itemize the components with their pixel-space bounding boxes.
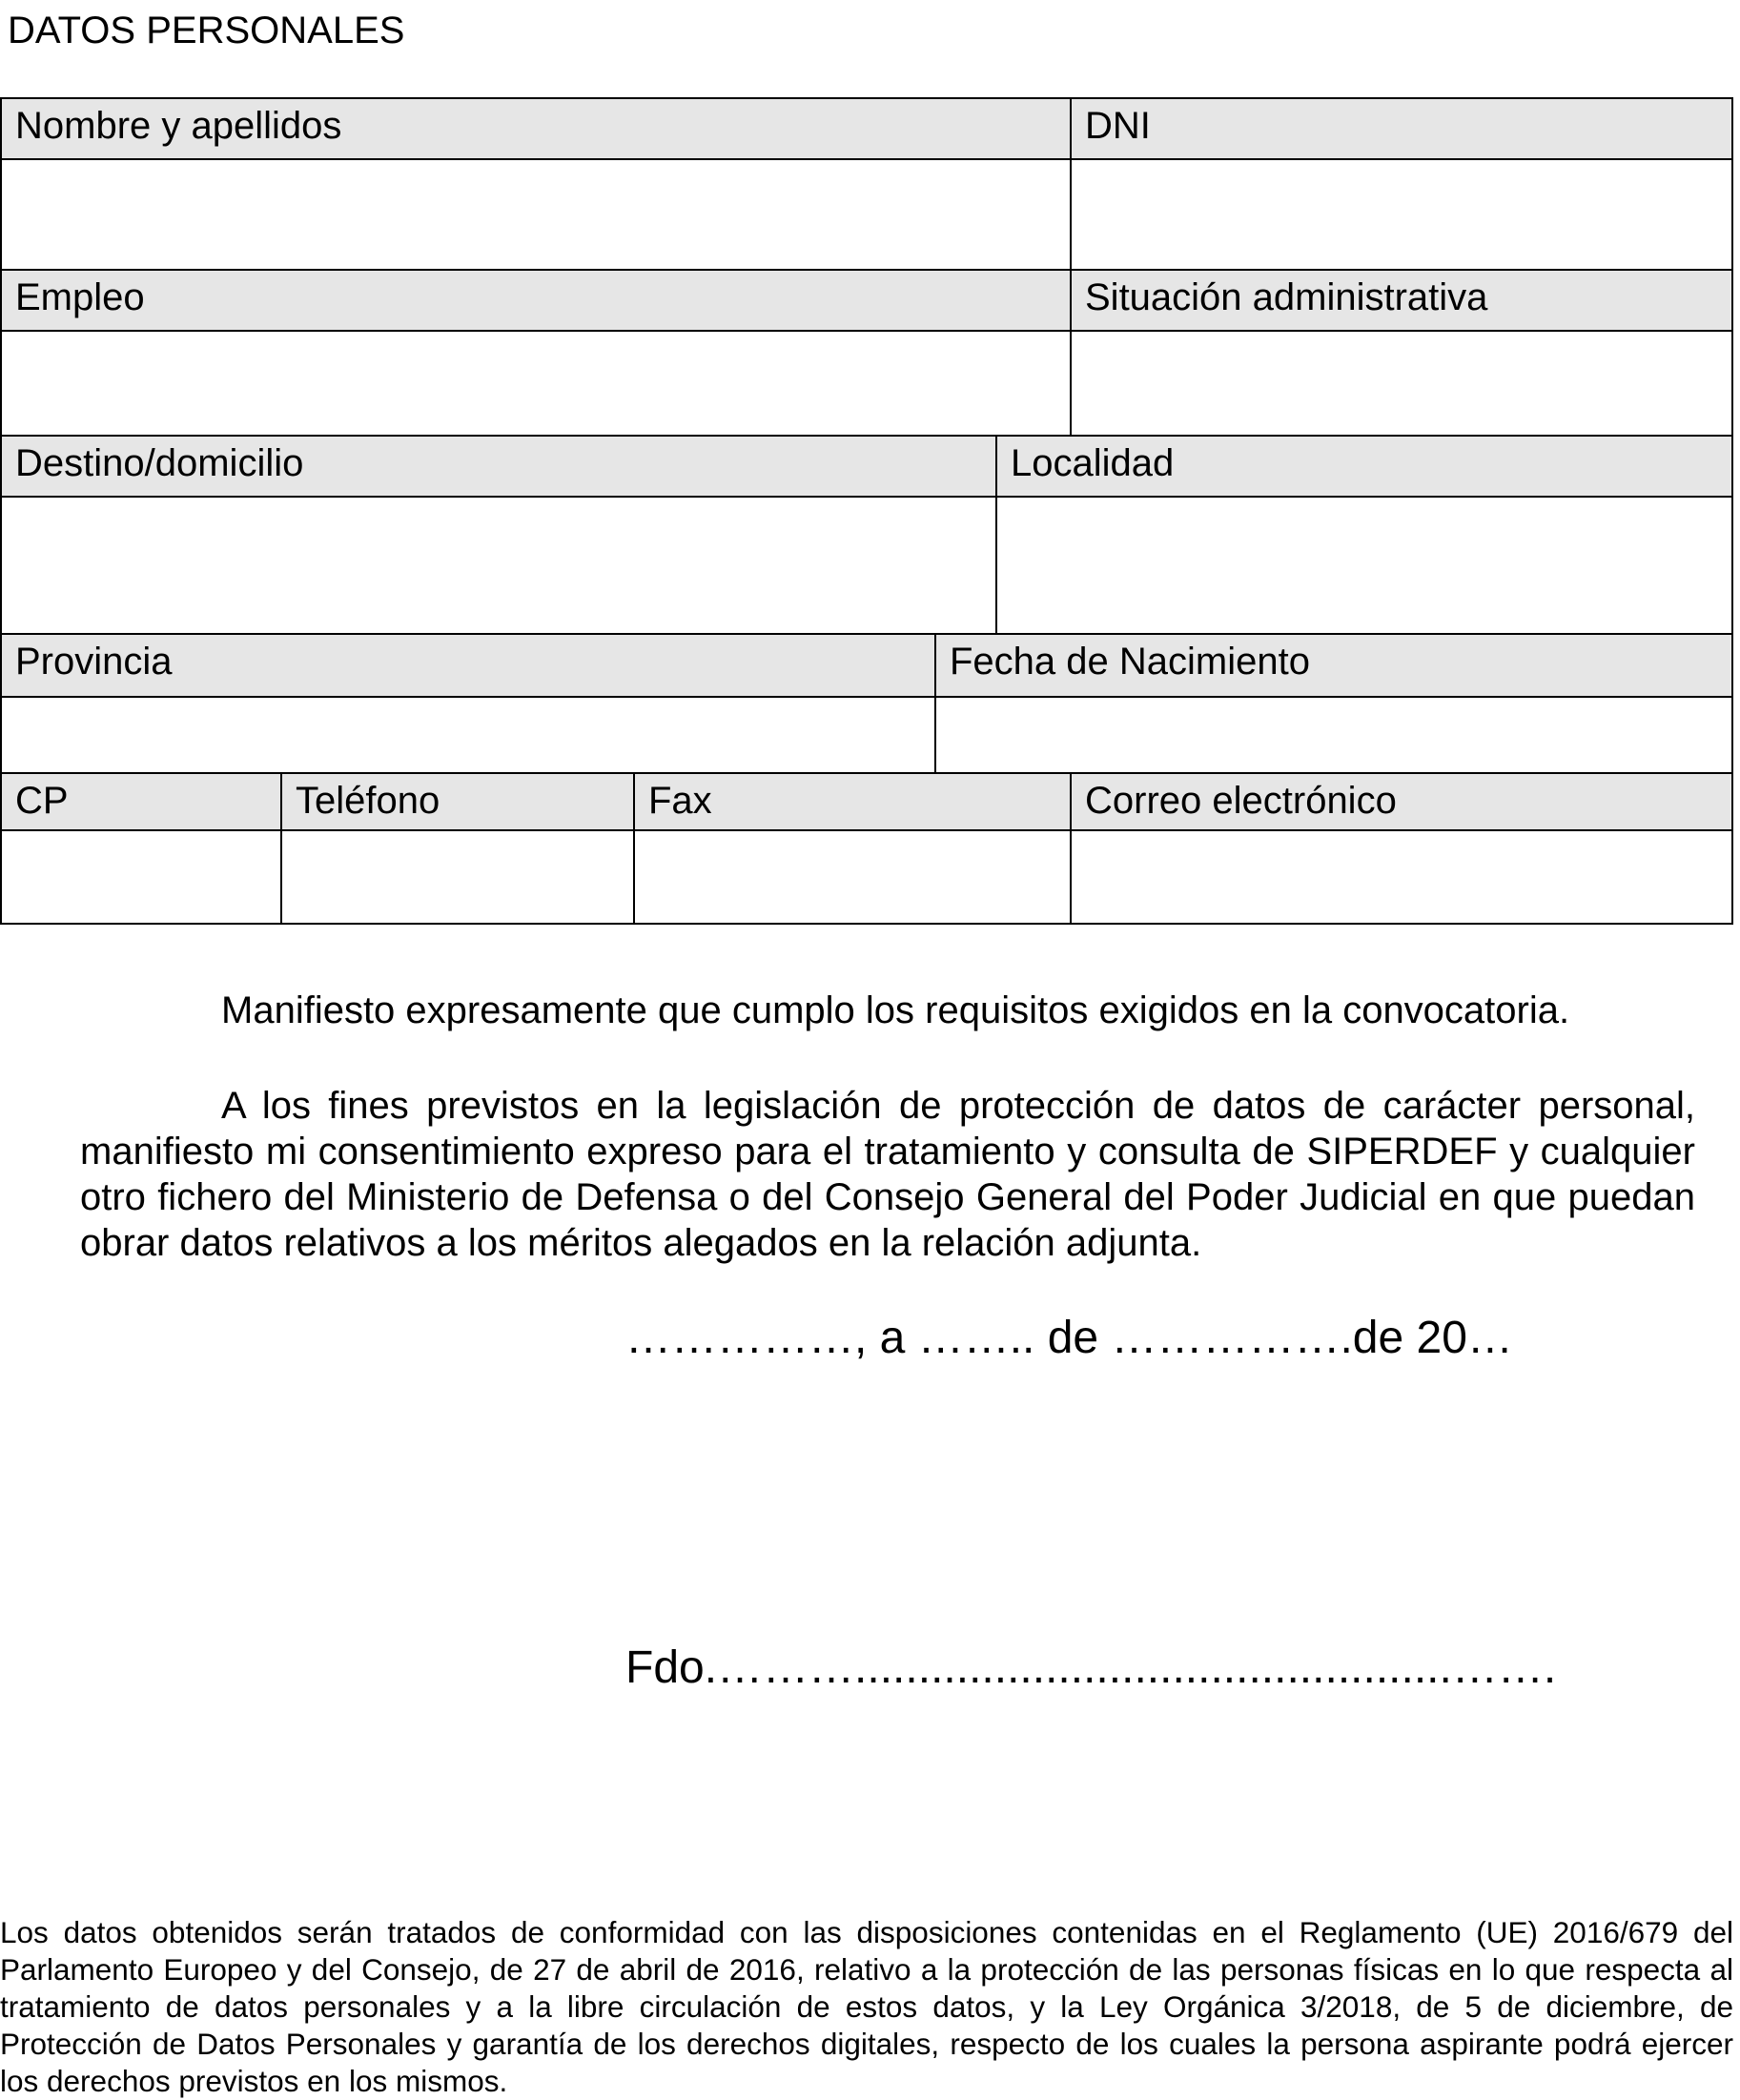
- field-telefono[interactable]: [280, 829, 635, 925]
- signature-line: Fdo.………...............................................…….: [625, 1642, 1557, 1693]
- label-nombre-apellidos: Nombre y apellidos: [0, 97, 1072, 160]
- label-localidad: Localidad: [995, 435, 1733, 498]
- privacy-notice: Los datos obtenidos serán tratados de conformidad con las disposiciones contenidas en el Reglamento (UE) 2016/679 del Parlamento Europeo y del Consejo, de 27 de abril de 2016, relativo a la protección de las personas físicas en lo que respecta al tratamiento de datos personales y a la libre circulación de estos datos, y la Ley Orgánica 3/2018, de 5 de diciembre, de Protección de Datos Personales y garantía de los derechos digitales, respecto de los cuales la persona aspirante podrá ejercer los derechos previstos en los mismos.: [0, 1915, 1733, 2098]
- field-provincia[interactable]: [0, 696, 936, 774]
- label-fecha-nacimiento: Fecha de Nacimiento: [934, 633, 1733, 698]
- field-correo-electronico[interactable]: [1070, 829, 1733, 925]
- field-localidad[interactable]: [995, 496, 1733, 635]
- document-title: DATOS PERSONALES: [8, 10, 405, 51]
- declaration-consent: A los fines previstos en la legislación de protección de datos de carácter personal, manifiesto mi consentimiento expreso para el tratamiento y consulta de SIPERDEF y cualquier otro fichero del Ministerio de Defensa o del Consejo General del Poder Judicial en que puedan obrar datos relativos a los méritos alegados en la relación adjunta.: [80, 1085, 1695, 1264]
- label-fax: Fax: [633, 772, 1072, 831]
- field-nombre-apellidos[interactable]: [0, 158, 1072, 271]
- declaration-requirements: Manifiesto expresamente que cumplo los requisitos exigidos en la convocatoria.: [221, 989, 1570, 1031]
- field-fecha-nacimiento[interactable]: [934, 696, 1733, 774]
- field-empleo[interactable]: [0, 330, 1072, 437]
- label-telefono: Teléfono: [280, 772, 635, 831]
- field-cp[interactable]: [0, 829, 282, 925]
- date-place-line: ……………, a …….. de …………….de 20…: [625, 1313, 1513, 1363]
- field-destino-domicilio[interactable]: [0, 496, 997, 635]
- label-cp: CP: [0, 772, 282, 831]
- field-dni[interactable]: [1070, 158, 1733, 271]
- field-fax[interactable]: [633, 829, 1072, 925]
- label-empleo: Empleo: [0, 269, 1072, 332]
- label-situacion-administrativa: Situación administrativa: [1070, 269, 1733, 332]
- label-dni: DNI: [1070, 97, 1733, 160]
- label-correo-electronico: Correo electrónico: [1070, 772, 1733, 831]
- label-provincia: Provincia: [0, 633, 936, 698]
- personal-data-form: [0, 97, 1733, 925]
- label-destino-domicilio: Destino/domicilio: [0, 435, 997, 498]
- field-situacion-administrativa[interactable]: [1070, 330, 1733, 437]
